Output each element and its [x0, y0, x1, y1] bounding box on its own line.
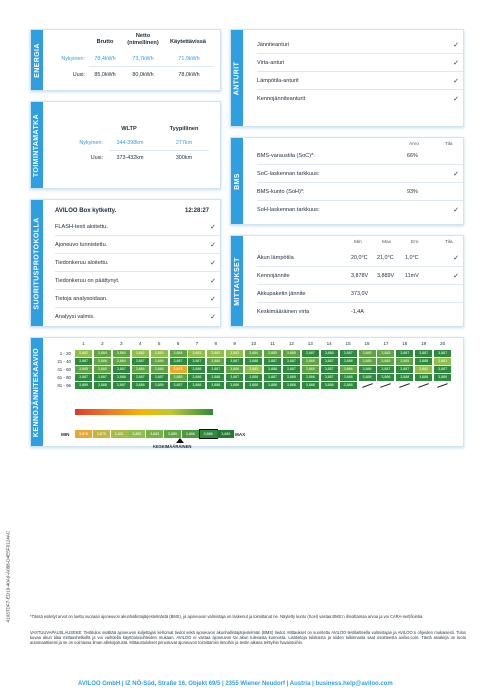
voltage-scale [75, 430, 237, 438]
cell-voltage-value: 3,883 [151, 350, 168, 357]
check-icon: ✓ [453, 273, 459, 280]
protocol-step: FLASH-testi aloitettu. ✓ [55, 218, 220, 236]
scale-value: 3,879 [93, 430, 110, 438]
cell-voltage-value: 3,885 [302, 366, 319, 373]
check-icon: ✓ [210, 224, 216, 231]
bms-row: SoH-laskennan tarkkuus: ✓ [257, 207, 459, 214]
energy-new-net: 80,0kWh [132, 72, 154, 78]
range-new-typical: 300km [175, 155, 193, 161]
meas-header-min: Min [354, 240, 362, 245]
cell-voltage-value: 3,885 [170, 374, 187, 381]
energy-section-tab: ENERGIA [31, 30, 43, 90]
scale-max-label: MAX [235, 432, 246, 437]
range-card [30, 101, 221, 189]
check-icon: ✓ [453, 255, 459, 262]
cell-voltage-value: 3,884 [170, 350, 187, 357]
cell-voltage-value: 3,889 [75, 382, 92, 389]
average-marker-icon [176, 438, 184, 443]
cell-column-header: 7 [195, 341, 199, 346]
cell-voltage-value: 3,887 [264, 374, 281, 381]
cell-column-header: 5 [157, 341, 161, 346]
cell-column-header: 9 [233, 341, 236, 346]
scale-value: 3,883 [146, 430, 163, 438]
cell-voltage-value: 3,889 [151, 382, 168, 389]
cell-voltage-value: 3,888 [226, 382, 243, 389]
cell-voltage-value: 3,888 [245, 382, 262, 389]
cell-voltage-value: 3,882 [415, 366, 432, 373]
cell-voltage-value: 3,888 [340, 358, 357, 365]
cell-voltage-value: 3,887 [321, 374, 338, 381]
range-header-typical: Tyypillinen [169, 126, 199, 132]
cell-voltage-value: 3,888 [188, 374, 205, 381]
cell-column-header: 10 [251, 341, 257, 346]
cell-column-header: 11 [270, 341, 275, 346]
bms-row: BMS-varaustila (SoC)*: 66% [257, 147, 463, 165]
protocol-step: Tiedonkeruu aloitettu. ✓ [55, 254, 220, 272]
check-icon: ✓ [453, 60, 459, 67]
cell-voltage-value: 3,887 [283, 366, 300, 373]
energy-new-gross: 85,0kWh [94, 72, 116, 78]
cell-voltage-value: 3,887 [321, 366, 338, 373]
cell-voltage-value: 3,888 [340, 374, 357, 381]
bms-row: BMS-kunto (SoH)*: 93% [257, 183, 463, 201]
cell-row-label: 81 - 96 [57, 383, 71, 388]
cell-voltage-value: 3,885 [302, 358, 319, 365]
check-icon: ✓ [210, 260, 216, 267]
cell-voltage-value: 3,888 [94, 382, 111, 389]
cell-voltage-value: 3,888 [359, 366, 376, 373]
footer-email[interactable]: business.help@aviloo.com [315, 681, 393, 687]
energy-current-net: 73,7kWh [132, 56, 154, 62]
protocol-step: Tietoja analysoidaan. ✓ [55, 290, 220, 308]
cell-voltage-value: 3,888 [264, 382, 281, 389]
range-new-wltp: 373-432km [116, 155, 144, 161]
protocol-step: Analyysi valmis. ✓ [55, 314, 216, 321]
cell-column-header: 8 [214, 341, 218, 346]
cell-voltage-value: 3,884 [245, 350, 262, 357]
cell-voltage-value: 3,886 [151, 366, 168, 373]
cell-empty [396, 382, 413, 389]
scale-value: 3,881 [111, 430, 128, 438]
cell-row-label: 61 - 80 [57, 375, 71, 380]
cell-voltage-value: 3,885 [94, 366, 111, 373]
cell-row-label: 21 - 40 [57, 359, 71, 364]
scale-value: 3,885 [164, 430, 181, 438]
cell-voltage-value: 3,888 [302, 382, 319, 389]
footer-city: 2355 Wiener Neudorf [225, 681, 285, 687]
cell-voltage-value: 3,883 [245, 366, 262, 373]
cell-voltage-value: 3,888 [283, 374, 300, 381]
cell-voltage-value: 3,887 [434, 350, 451, 357]
cell-voltage-value: 3,885 [75, 366, 92, 373]
cell-voltage-value: 3,888 [396, 374, 413, 381]
cell-voltage-value: 3,885 [377, 358, 394, 365]
cell-voltage-value: 3,881 [434, 358, 451, 365]
cell-voltage-value: 3,888 [113, 374, 130, 381]
cell-voltage-value: 3,883 [226, 350, 243, 357]
cell-voltage-value: 3,884 [132, 366, 149, 373]
cell-voltage-value: 3,888 [245, 374, 262, 381]
scale-min-label: MIN [61, 432, 70, 437]
cell-voltage-value: 3,887 [132, 358, 149, 365]
energy-current-usable: 71,9kWh [178, 56, 200, 62]
cell-voltage-value: 3,887 [340, 350, 357, 357]
meas-row: Akun lämpötila 20,0°C 21,0°C 1,0°C ✓ [257, 249, 463, 267]
cell-voltage-value: 3,887 [264, 358, 281, 365]
cell-row-label: 41 - 60 [57, 367, 71, 372]
protocol-step: Ajoneuvo tunnistettu. ✓ [55, 236, 220, 254]
cell-column-header: 14 [326, 341, 332, 346]
cell-voltage-value: 3,882 [75, 350, 92, 357]
footer-country: Austria [289, 681, 311, 687]
cell-voltage-value: 3,887 [302, 350, 319, 357]
meas-header-status: Tila [445, 240, 453, 245]
range-header-wltp: WLTP [121, 126, 137, 132]
bms-header-status: Tila [445, 142, 453, 147]
document-id: 4103TDF7-ED19-40A9-A088-D4E5F0124AC [5, 530, 11, 623]
cell-column-header: 19 [421, 341, 427, 346]
cell-voltage-value: 3,885 [359, 350, 376, 357]
cell-empty [359, 382, 376, 389]
cell-voltage-card [30, 337, 464, 447]
cell-voltage-value: 3,889 [434, 374, 451, 381]
protocol-time: 12:28:27 [185, 208, 210, 214]
cell-voltage-value: 3,887 [113, 366, 130, 373]
cell-voltage-value: 3,887 [415, 350, 432, 357]
cell-voltage-value: 3,888 [340, 382, 357, 389]
meas-row: Akkupaketin jännite 373,0V [257, 285, 463, 303]
cell-voltage-value: 3,887 [94, 374, 111, 381]
cell-voltage-value: 3,887 [151, 374, 168, 381]
footer-company: AVILOO GmbH [78, 681, 121, 687]
scale-value: 3,882 [128, 430, 145, 438]
cell-empty [377, 382, 394, 389]
scale-value: 3,889 [217, 430, 234, 438]
energy-row-new-label: Uusi: [72, 72, 85, 78]
cell-voltage-value: 3,887 [283, 358, 300, 365]
range-current-typical: 277km [175, 140, 193, 146]
cell-column-header: 6 [176, 341, 180, 346]
cell-voltage-value: 3,888 [188, 366, 205, 373]
cell-voltage-value: 3,887 [321, 358, 338, 365]
check-icon: ✓ [210, 242, 216, 249]
cell-voltage-value: 3,882 [132, 350, 149, 357]
sensors-card [230, 29, 464, 127]
protocol-step: Tiedonkeruu on päättynyt. ✓ [55, 272, 220, 290]
cell-voltage-value: 3,885 [377, 350, 394, 357]
cell-column-header: 16 [364, 341, 370, 346]
cell-column-header: 12 [288, 341, 294, 346]
cell-voltage-value: 3,884 [94, 350, 111, 357]
sensor-item: Jänniteanturi ✓ [257, 36, 463, 54]
cell-column-header: 17 [383, 341, 389, 346]
footnote-note: *Tässä esitetyt arvot on luettu suoraan ajoneuvon akunhallintajärjestelmästä (BMS), ja ajoneuvon valmistaja on laskenut ja toimittanut ne. Näytetty kunto (SoH) vastaa BMS:n ilmoittamaa arvoa ja voi CARA-sertifiointia. [30, 614, 424, 619]
energy-header-usable: Käytettävissä [169, 39, 207, 45]
sensors-section-tab: ANTURIT [231, 30, 243, 126]
cell-voltage-value: 3,882 [207, 350, 224, 357]
cell-voltage-value: 3,888 [188, 382, 205, 389]
meas-header-max: Max [382, 240, 392, 245]
footer-address: IZ NÖ-Süd, Straße 16, Objekt 69/5 [125, 681, 221, 687]
cell-voltage-value: 3,878 [170, 366, 187, 373]
bms-section-tab: BMS [231, 138, 243, 224]
cell-voltage-value: 3,888 [207, 374, 224, 381]
cell-voltage-value: 3,888 [415, 358, 432, 365]
cell-voltage-value: 3,888 [321, 350, 338, 357]
range-section-tab: TOIMINTAMATKA [31, 102, 43, 188]
cell-voltage-value: 3,888 [415, 374, 432, 381]
cell-column-header: 2 [101, 341, 104, 346]
cell-voltage-value: 3,887 [75, 358, 92, 365]
measurements-card [230, 235, 464, 327]
scale-value: 3,888 [200, 430, 217, 438]
energy-card [30, 29, 221, 91]
cell-voltage-value: 3,887 [132, 374, 149, 381]
cell-voltage-value: 3,887 [188, 358, 205, 365]
cell-column-header: 3 [120, 341, 123, 346]
scale-value: 3,886 [182, 430, 199, 438]
cell-voltage-value: 3,887 [207, 366, 224, 373]
check-icon: ✓ [210, 296, 216, 303]
company-footer: AVILOO GmbH | IZ NÖ-Süd, Straße 16, Objekt 69/5 | 2355 Wiener Neudorf | Austria | business.help@aviloo.com [78, 681, 393, 687]
measurements-section-tab: MITTAUKSET [231, 236, 243, 326]
cell-voltage-section-tab: KENNOJÄNNITEKAAVIO [31, 338, 43, 446]
cell-voltage-value: 3,886 [226, 366, 243, 373]
cell-voltage-value: 3,887 [113, 382, 130, 389]
bms-card [230, 137, 464, 225]
cell-voltage-value: 3,888 [359, 374, 376, 381]
energy-current-gross: 78,4kWh [94, 56, 116, 62]
sensor-item: Kennojänniteanturit ✓ [257, 96, 459, 103]
cell-voltage-value: 3,886 [340, 366, 357, 373]
cell-voltage-value: 3,885 [264, 350, 281, 357]
cell-column-header: 13 [307, 341, 313, 346]
cell-voltage-value: 3,887 [226, 358, 243, 365]
cell-column-header: 18 [402, 341, 408, 346]
cell-voltage-value: 3,888 [264, 366, 281, 373]
protocol-section-tab: SUORITUSPROTOKOLLA [31, 200, 43, 326]
bms-header-value: Arvo [409, 142, 419, 147]
sensor-item: Virta-anturi ✓ [257, 54, 463, 72]
check-icon: ✓ [210, 278, 216, 285]
protocol-card [30, 199, 221, 327]
check-icon: ✓ [453, 171, 459, 178]
cell-voltage-value: 3,888 [321, 382, 338, 389]
cell-voltage-value: 3,887 [226, 374, 243, 381]
range-row-new-label: Uusi: [90, 155, 103, 161]
range-current-wltp: 344-398km [116, 140, 144, 146]
cell-column-header: 15 [345, 341, 351, 346]
footnote-disclaimer: VASTUUVAPAUSLAUSEKE: Testitulos sisältää ajoneuvon kuljettajan kertomat tiedot sekä ajoneuvon akunhallintajärjestelmän (BMS) tiedot. Mittaukset on suoritettu AVILOO-testilaitteella valmistajan ja AVILOO:n ohjeiden mukaisesti. Tulos kuvaa akun tilaa mittaushetkellä ja voi vaihdella käyttöolosuhteiden mukaan. AVILOO ei vastaa ajoneuvon tai akun tulevasta kunnosta. Lisätietoja tuloksista ja niiden tulkinnasta saat osoitteesta aviloo.com. Tämä asiakirja on luotu automaattisesti ja se on voimassa ilman allekirjoitusta. Mittaustulokset perustuvat ajoneuvon toimittamiin tietoihin ja testin aikana tehtyihin havaintoihin. [30, 630, 466, 646]
energy-header-net: Netto (nimellinen) [127, 33, 159, 46]
cell-voltage-value: 3,888 [245, 358, 262, 365]
cell-voltage-value: 3,887 [377, 366, 394, 373]
meas-row: Kennojännite 3,878V 3,889V 11mV ✓ [257, 267, 463, 285]
scale-value: 3,878 [75, 430, 92, 438]
bms-row: SoC-laskennan tarkkuus: ✓ [257, 165, 463, 183]
cell-voltage-value: 3,885 [283, 350, 300, 357]
cell-column-header: 20 [440, 341, 446, 346]
cell-voltage-value: 3,887 [170, 358, 187, 365]
cell-voltage-value: 3,887 [396, 350, 413, 357]
meas-header-diff: Ero [411, 240, 419, 245]
check-icon: ✓ [453, 78, 459, 85]
cell-voltage-value: 3,887 [396, 366, 413, 373]
cell-row-label: 1 - 20 [59, 351, 71, 356]
cell-voltage-value: 3,886 [151, 358, 168, 365]
energy-new-usable: 78,0kWh [178, 72, 200, 78]
check-icon: ✓ [453, 96, 459, 103]
cell-voltage-value: 3,886 [207, 358, 224, 365]
energy-header-gross: Brutto [96, 39, 114, 45]
meas-row: Keskimääräinen virta -1,4A [257, 309, 364, 315]
cell-voltage-value: 3,886 [94, 358, 111, 365]
sensor-item: Lämpötila-anturit ✓ [257, 72, 463, 90]
cell-column-header: 1 [82, 341, 85, 346]
check-icon: ✓ [210, 314, 216, 321]
cell-voltage-value: 3,888 [302, 374, 319, 381]
cell-voltage-value: 3,888 [132, 382, 149, 389]
protocol-title: AVILOO Box kytketty. [55, 208, 117, 214]
cell-empty [415, 382, 432, 389]
cell-voltage-value: 3,888 [283, 382, 300, 389]
cell-empty [434, 382, 451, 389]
cell-voltage-value: 3,887 [434, 366, 451, 373]
energy-row-current-label: Nykyinen: [61, 56, 85, 62]
cell-voltage-value: 3,885 [359, 358, 376, 365]
range-row-current-label: Nykyinen: [79, 140, 103, 146]
cell-voltage-value: 3,885 [396, 358, 413, 365]
cell-voltage-value: 3,887 [75, 374, 92, 381]
cell-voltage-value: 3,888 [377, 374, 394, 381]
check-icon: ✓ [453, 42, 459, 49]
cell-voltage-value: 3,883 [188, 350, 205, 357]
cell-voltage-value: 3,887 [170, 382, 187, 389]
cell-voltage-value: 3,884 [113, 350, 130, 357]
cell-voltage-value: 3,888 [207, 382, 224, 389]
cell-column-header: 4 [138, 341, 142, 346]
cell-voltage-value: 3,884 [113, 358, 130, 365]
average-label: KESKIMÄÄRÄINEN [153, 444, 192, 449]
check-icon: ✓ [453, 207, 459, 214]
voltage-gradient-bar [75, 409, 213, 415]
